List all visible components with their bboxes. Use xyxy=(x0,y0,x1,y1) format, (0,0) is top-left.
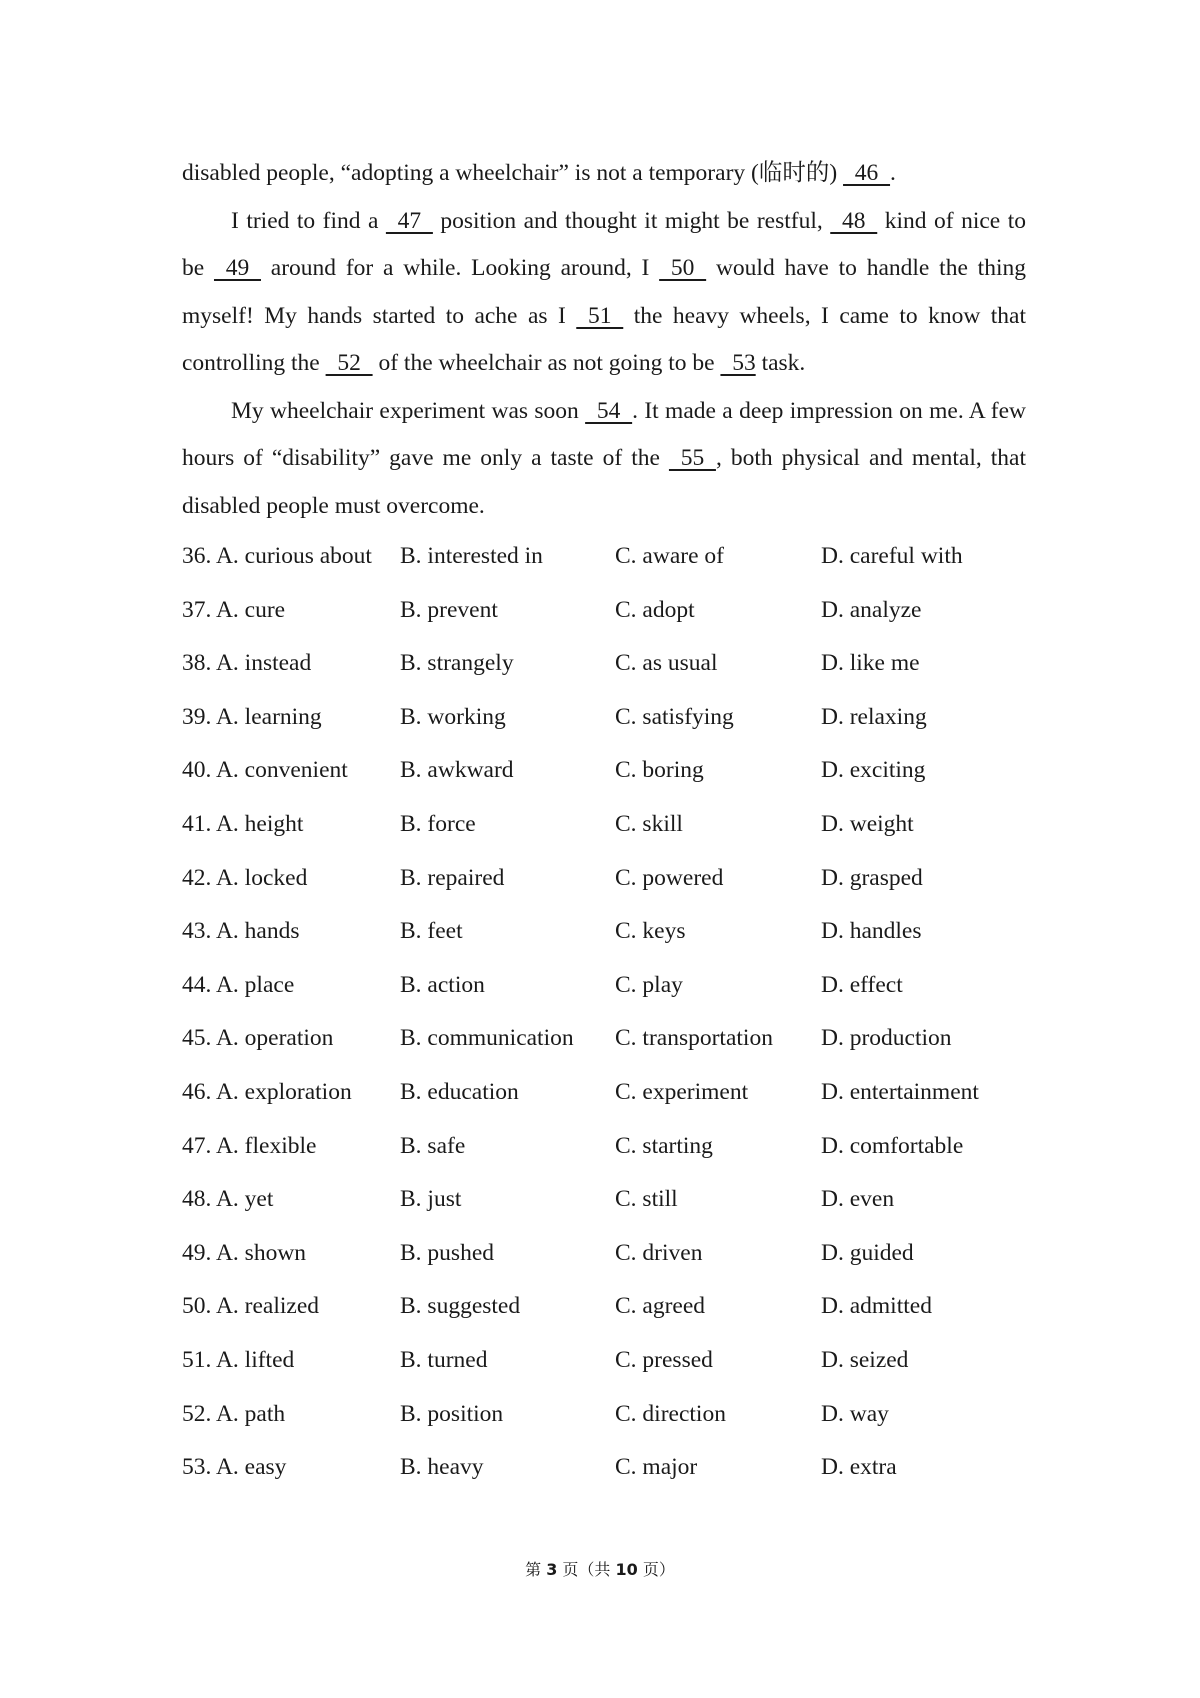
option-c: C. starting xyxy=(615,1132,713,1159)
footer-page-number: 3 xyxy=(546,1560,558,1579)
option-a: 50. A. realized xyxy=(182,1293,320,1320)
option-c: C. experiment xyxy=(615,1078,749,1105)
option-b: B. communication xyxy=(400,1025,574,1052)
option-d: D. guided xyxy=(821,1239,914,1266)
option-a: 39. A. learning xyxy=(182,703,322,730)
option-b: B. pushed xyxy=(400,1239,494,1266)
footer-total-pages: 10 xyxy=(615,1560,638,1579)
blank-52: 52 xyxy=(325,350,373,376)
footer-middle: 页（共 xyxy=(557,1560,616,1579)
question-row xyxy=(182,800,1026,854)
option-a: 44. A. place xyxy=(182,971,295,998)
option-a: 46. A. exploration xyxy=(182,1078,352,1105)
option-a: 41. A. height xyxy=(182,810,304,837)
blank-54: 54 xyxy=(585,397,633,424)
option-d: D. weight xyxy=(821,810,914,837)
passage-text: position and thought it might be restful, xyxy=(432,207,831,234)
passage-text: I tried to find a xyxy=(231,207,386,234)
option-d: D. admitted xyxy=(821,1293,932,1320)
passage-text: the heavy wheels, I came to know that controlling the xyxy=(182,302,1026,376)
option-d: D. analyze xyxy=(821,596,922,623)
blank-48: 48 xyxy=(830,207,878,234)
question-row xyxy=(182,1175,1026,1229)
exam-page xyxy=(182,150,1026,1497)
option-c: C. skill xyxy=(615,810,683,837)
option-d: D. production xyxy=(821,1025,952,1052)
blank-46: 46 xyxy=(843,160,891,186)
option-b: B. working xyxy=(400,703,506,730)
blank-50: 50 xyxy=(659,255,707,281)
option-a: 38. A. instead xyxy=(182,650,312,677)
option-d: D. effect xyxy=(821,971,903,998)
option-c: C. agreed xyxy=(615,1293,706,1320)
question-row xyxy=(182,1014,1026,1068)
option-a: 43. A. hands xyxy=(182,918,300,945)
option-a: 51. A. lifted xyxy=(182,1346,295,1373)
question-row xyxy=(182,1443,1026,1497)
option-a: 48. A. yet xyxy=(182,1186,274,1213)
question-row xyxy=(182,1229,1026,1283)
passage-text: of the wheelchair as not going to be xyxy=(372,350,721,376)
option-d: D. handles xyxy=(821,918,922,945)
passage-text: . xyxy=(890,160,896,186)
option-c: C. aware of xyxy=(615,543,724,569)
option-b: B. safe xyxy=(400,1132,466,1159)
option-d: D. even xyxy=(821,1186,895,1213)
option-b: B. suggested xyxy=(400,1293,521,1320)
option-b: B. interested in xyxy=(400,543,543,569)
option-d: D. entertainment xyxy=(821,1078,979,1105)
option-b: B. force xyxy=(400,810,476,837)
option-a: 45. A. operation xyxy=(182,1025,334,1052)
passage-text: My wheelchair experiment was soon xyxy=(231,397,586,424)
blank-49: 49 xyxy=(213,255,261,281)
option-c: C. play xyxy=(615,971,683,998)
passage-text: around for a while. Looking around, I xyxy=(260,255,660,281)
option-c: C. transportation xyxy=(615,1025,773,1052)
option-c: C. satisfying xyxy=(615,703,734,730)
blank-51: 51 xyxy=(576,302,624,329)
option-b: B. position xyxy=(400,1400,504,1427)
option-c: C. boring xyxy=(615,757,704,784)
question-row xyxy=(182,1336,1026,1390)
option-d: D. exciting xyxy=(821,757,926,784)
option-b: B. repaired xyxy=(400,864,505,891)
option-c: C. driven xyxy=(615,1239,703,1266)
option-b: B. strangely xyxy=(400,650,514,677)
option-b: B. just xyxy=(400,1186,462,1213)
page-footer xyxy=(0,1557,1200,1580)
blank-53: 53 xyxy=(720,350,756,376)
option-d: D. grasped xyxy=(821,864,923,891)
option-c: C. as usual xyxy=(615,650,718,677)
question-row xyxy=(182,1282,1026,1336)
footer-suffix: 页） xyxy=(637,1560,675,1579)
question-row xyxy=(182,639,1026,693)
question-row xyxy=(182,1390,1026,1444)
option-c: C. keys xyxy=(615,918,686,945)
option-b: B. action xyxy=(400,971,485,998)
option-c: C. adopt xyxy=(615,596,695,623)
passage-text: disabled people, “adopting a wheelchair” is not a temporary (临时的) xyxy=(182,160,844,186)
option-a: 36. A. curious about xyxy=(182,543,372,569)
passage-text: . It made a deep impression on me. A few hours of “disability” gave me only a taste of the xyxy=(182,397,1027,471)
option-d: D. careful with xyxy=(821,543,963,569)
passage-text: would have to handle the thing myself! My hands started to ache as I xyxy=(182,255,1026,329)
option-c: C. direction xyxy=(615,1400,726,1427)
option-d: D. extra xyxy=(821,1454,897,1481)
option-c: C. still xyxy=(615,1186,678,1213)
question-row xyxy=(182,532,1026,586)
question-row xyxy=(182,746,1026,800)
footer-prefix: 第 xyxy=(525,1560,547,1579)
blank-55: 55 xyxy=(668,445,716,471)
option-d: D. comfortable xyxy=(821,1132,964,1159)
option-b: B. awkward xyxy=(400,757,514,784)
option-b: B. turned xyxy=(400,1346,488,1373)
option-b: B. prevent xyxy=(400,596,498,623)
option-b: B. education xyxy=(400,1078,519,1105)
question-row xyxy=(182,1068,1026,1122)
option-c: C. pressed xyxy=(615,1346,713,1373)
option-a: 40. A. convenient xyxy=(182,757,348,784)
question-row xyxy=(182,1122,1026,1176)
question-row xyxy=(182,854,1026,908)
option-a: 53. A. easy xyxy=(182,1454,287,1481)
option-d: D. like me xyxy=(821,650,920,677)
question-row xyxy=(182,586,1026,640)
option-a: 42. A. locked xyxy=(182,864,308,891)
option-b: B. feet xyxy=(400,918,463,945)
option-c: C. major xyxy=(615,1454,698,1481)
blank-47: 47 xyxy=(385,207,433,234)
passage-text: kind of nice to be xyxy=(182,207,1026,281)
options-list xyxy=(182,532,1026,1497)
option-c: C. powered xyxy=(615,864,724,891)
question-row xyxy=(182,693,1026,747)
option-a: 49. A. shown xyxy=(182,1239,307,1266)
passage-paragraph-1 xyxy=(182,150,1026,198)
option-a: 47. A. flexible xyxy=(182,1132,317,1159)
option-d: D. relaxing xyxy=(821,703,927,730)
question-row xyxy=(182,961,1026,1015)
option-d: D. way xyxy=(821,1400,889,1427)
option-a: 37. A. cure xyxy=(182,596,286,623)
option-b: B. heavy xyxy=(400,1454,484,1481)
passage-text: , both physical and mental, that disabled people must overcome. xyxy=(182,445,1026,519)
passage-paragraph-3 xyxy=(182,388,1026,531)
option-d: D. seized xyxy=(821,1346,909,1373)
option-a: 52. A. path xyxy=(182,1400,286,1427)
passage-paragraph-2 xyxy=(182,198,1026,388)
passage-text: task. xyxy=(755,350,806,376)
question-row xyxy=(182,907,1026,961)
